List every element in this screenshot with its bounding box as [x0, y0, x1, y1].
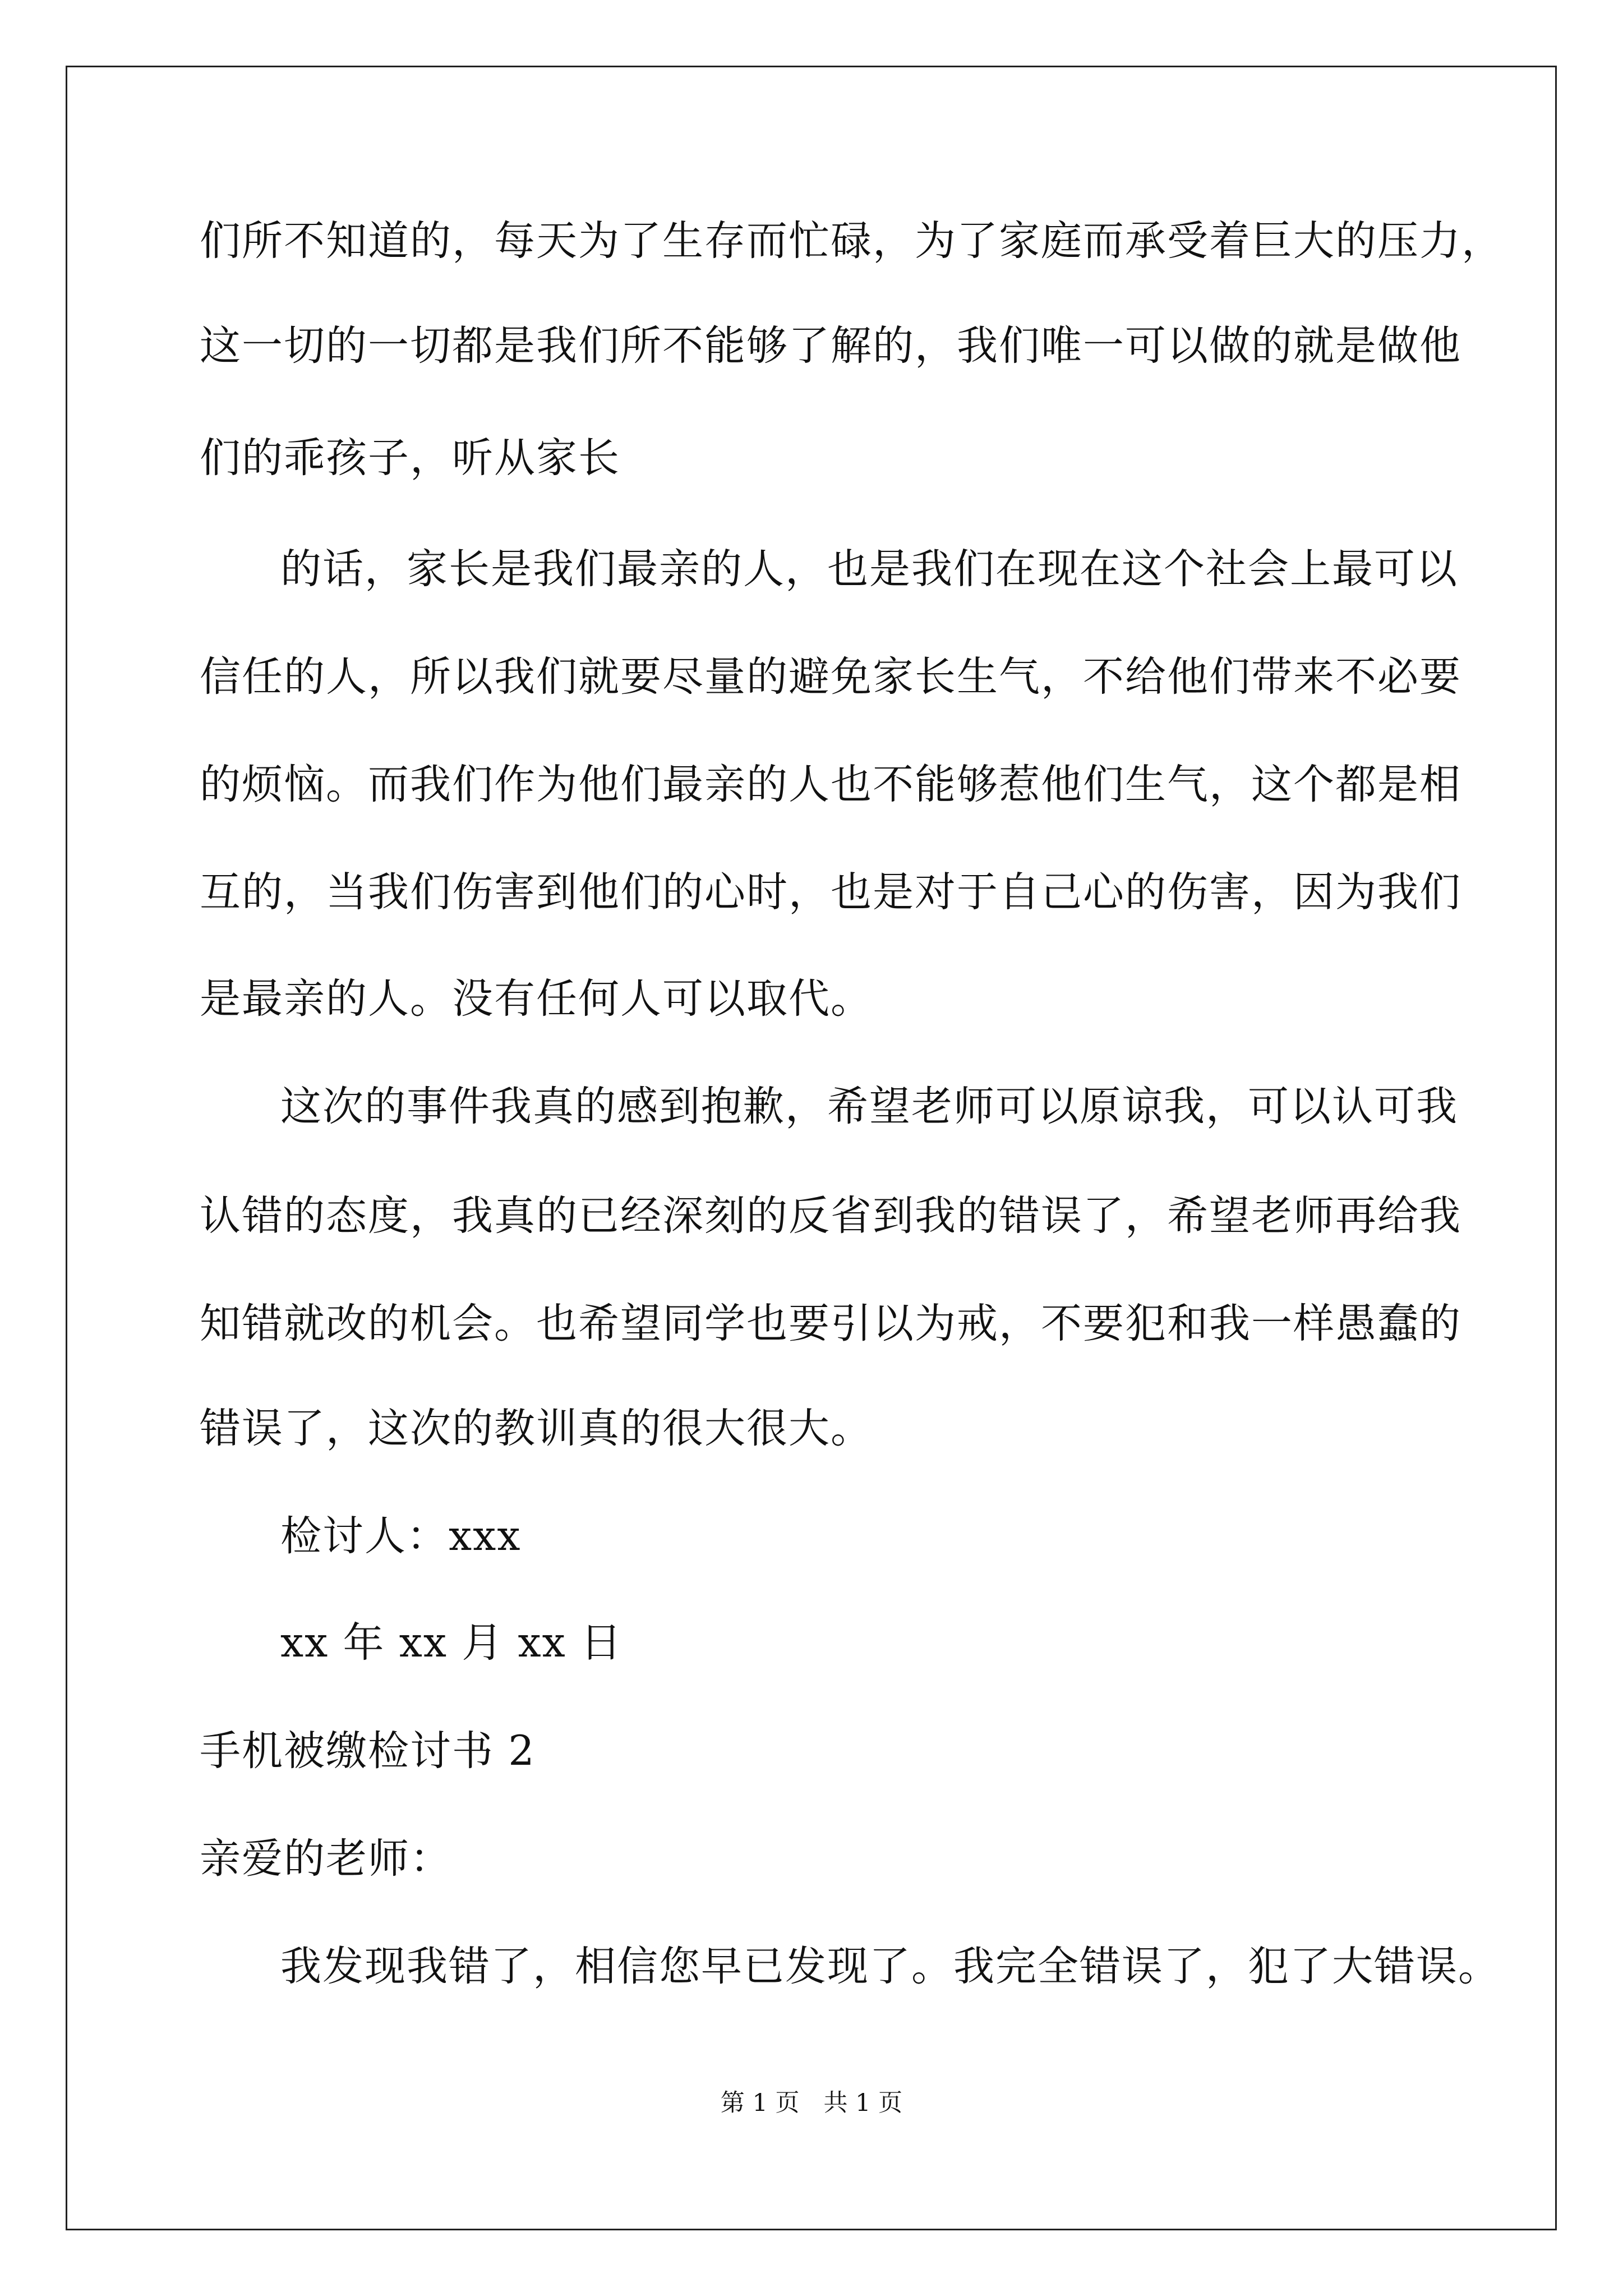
text-line-8: 是最亲的人。没有任何人可以取代。 — [200, 975, 873, 1023]
page-number-footer: 第 1 页 共 1 页 — [720, 2089, 903, 2117]
text-line-11: 知错就改的机会。也希望同学也要引以为戒，不要犯和我一样愚蠢的 — [200, 1300, 1461, 1347]
text-line-6: 的烦恼。而我们作为他们最亲的人也不能够惹他们生气，这个都是相 — [200, 761, 1461, 808]
salutation: 亲爱的老师： — [200, 1835, 452, 1883]
text-line-10: 认错的态度，我真的已经深刻的反省到我的错误了，希望老师再给我 — [200, 1192, 1461, 1240]
text-line-17: 我发现我错了，相信您早已发现了。我完全错误了，犯了大错误。 — [280, 1943, 1500, 1990]
text-line-9: 这次的事件我真的感到抱歉，希望老师可以原谅我，可以认可我 — [280, 1083, 1458, 1130]
text-line-7: 互的，当我们伤害到他们的心时，也是对于自己心的伤害，因为我们 — [200, 868, 1461, 916]
text-line-4: 的话，家长是我们最亲的人，也是我们在现在这个社会上最可以 — [280, 545, 1458, 593]
text-line-5: 信任的人，所以我们就要尽量的避免家长生气，不给他们带来不必要 — [200, 653, 1461, 701]
page-border — [66, 66, 1557, 2230]
date-line: xx 年 xx 月 xx 日 — [280, 1619, 623, 1667]
text-line-1: 们所不知道的，每天为了生存而忙碌，为了家庭而承受着巨大的压力， — [200, 217, 1504, 265]
section-title: 手机被缴检讨书 2 — [200, 1727, 536, 1775]
signature-line: 检讨人：xxx — [280, 1512, 522, 1560]
text-line-2: 这一切的一切都是我们所不能够了解的，我们唯一可以做的就是做他 — [200, 322, 1461, 370]
text-line-3: 们的乖孩子，听从家长 — [200, 434, 620, 482]
text-line-12: 错误了，这次的教训真的很大很大。 — [200, 1405, 873, 1452]
